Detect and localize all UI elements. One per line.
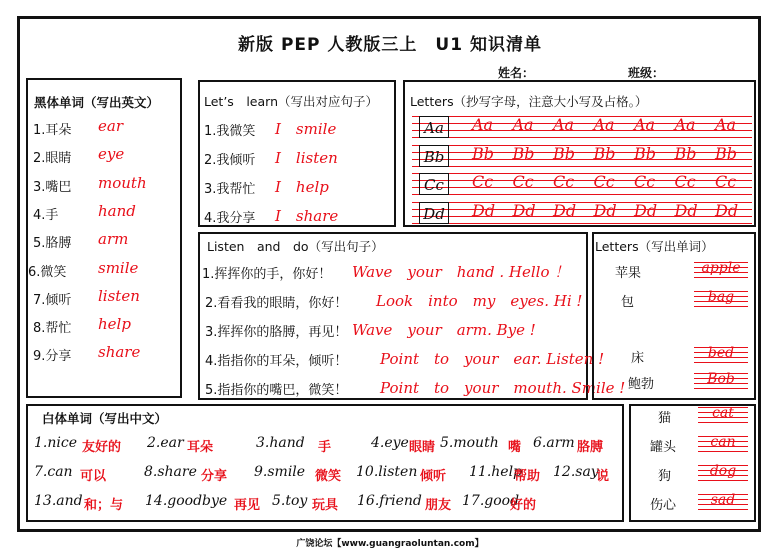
white-word-answer[interactable]: 玩具 — [312, 498, 339, 513]
lets-learn-chinese: 1.我微笑 — [204, 124, 256, 139]
black-word-answer[interactable]: ear — [98, 117, 123, 135]
white-word-answer[interactable]: 手 — [318, 440, 332, 455]
listen-do-answer[interactable]: Point to your ear. Listen ! — [380, 350, 605, 368]
white-word-english: 5.toy — [272, 493, 308, 509]
black-word-chinese: 1.耳朵 — [33, 123, 72, 138]
letter-copy[interactable]: Dd — [593, 200, 617, 220]
white-words-header: 白体单词（写出中文） — [42, 411, 168, 426]
word-answer[interactable] — [698, 405, 748, 425]
letter-copy[interactable]: Cc — [472, 172, 494, 191]
listen-do-chinese: 2.看看我的眼睛，你好！ — [205, 296, 348, 311]
letter-copy[interactable]: Dd — [512, 200, 536, 220]
letter-copy[interactable]: Cc — [512, 172, 534, 191]
white-word-english: 9.smile — [254, 464, 306, 480]
black-word-chinese: 9.分享 — [33, 349, 72, 365]
cvc-word-chinese: 狗 — [658, 469, 672, 484]
letter-copy[interactable]: Bb — [553, 143, 575, 163]
letter-copy[interactable]: Bb — [593, 143, 616, 163]
word-answer-text[interactable]: dog — [709, 463, 737, 479]
letter-copy[interactable]: Aa — [674, 115, 696, 134]
letter-copy[interactable]: Bb — [472, 143, 494, 163]
letters-words-header: Letters（写出单词） — [595, 239, 714, 254]
white-word-answer[interactable]: 友好的 — [82, 440, 122, 455]
white-word-english: 10.listen — [356, 464, 418, 480]
letter-copy[interactable]: Cc — [634, 172, 656, 191]
letter-copy[interactable]: Aa — [512, 115, 534, 134]
letter-copy[interactable]: Aa — [472, 115, 494, 134]
word-answer[interactable] — [694, 289, 748, 309]
white-word-english: 16.friend — [357, 493, 422, 509]
word-answer[interactable] — [694, 371, 748, 391]
lets-learn-answer[interactable]: I help — [275, 178, 329, 196]
letters-guide-lines — [412, 116, 752, 138]
listen-do-answer[interactable]: Wave your hand . Hello ！ — [352, 263, 570, 281]
word-answer[interactable] — [698, 492, 748, 512]
white-word-answer[interactable]: 眼睛 — [409, 440, 436, 455]
name-label: 姓名： — [498, 66, 535, 80]
listen-do-chinese: 1.挥挥你的手，你好！ — [202, 267, 332, 282]
black-word-chinese: 8.帮忙 — [33, 321, 72, 337]
letter-copy[interactable]: Aa — [715, 115, 737, 134]
lets-learn-header: Let’s learn（写出对应句子） — [204, 94, 378, 109]
black-word-chinese: 3.嘴巴 — [33, 179, 72, 195]
letter-copy[interactable]: Bb — [634, 143, 656, 163]
letter-copy[interactable]: Cc — [674, 172, 696, 191]
white-word-english: 17.good — [462, 493, 520, 509]
black-word-answer[interactable]: smile — [98, 258, 139, 277]
lets-learn-chinese: 2.我倾听 — [204, 153, 256, 168]
black-word-answer[interactable]: share — [98, 343, 141, 362]
word-answer-text[interactable]: bag — [707, 289, 735, 305]
letters-copy-header: Letters（抄写字母，注意大小写及占格。） — [410, 94, 648, 109]
letters-guide-lines — [412, 202, 752, 224]
word-answer-text[interactable]: bed — [707, 345, 735, 361]
word-answer[interactable] — [698, 463, 748, 483]
white-word-english: 2.ear — [147, 435, 184, 451]
letter-copy[interactable]: Cc — [715, 172, 737, 191]
word-answer[interactable] — [694, 260, 748, 280]
letter-sample: Aa — [419, 116, 449, 138]
letter-sample: Dd — [419, 202, 449, 224]
black-words-header: 黑体单词（写出英文） — [34, 95, 160, 110]
white-word-english: 8.share — [144, 464, 197, 480]
black-word-chinese: 7.倾听 — [33, 292, 72, 308]
letters-guide-lines — [412, 173, 752, 195]
black-word-chinese: 2.眼睛 — [33, 151, 72, 167]
word-answer-text[interactable]: apple — [701, 260, 741, 276]
word-answer-text[interactable]: can — [710, 434, 736, 450]
class-field[interactable] — [628, 64, 745, 81]
black-word-chinese: 6.微笑 — [28, 264, 67, 280]
letter-copy[interactable]: Dd — [472, 200, 496, 220]
white-word-english: 1.nice — [34, 435, 77, 451]
cvc-word-chinese: 伤心 — [650, 498, 677, 513]
page-title: 新版 PEP 人教版三上 U1 知识清单 — [238, 35, 542, 55]
letter-copy[interactable]: Bb — [674, 143, 697, 163]
listen-do-answer[interactable]: Look into my eyes. Hi ! — [376, 292, 583, 310]
footer-source: 广饶论坛【www.guangraoluntan.com】 — [296, 539, 484, 549]
white-word-english: 6.arm — [533, 435, 575, 451]
letters-word-chinese: 床 — [631, 351, 645, 366]
cvc-word-chinese: 罐头 — [650, 440, 677, 455]
white-word-english: 5.mouth — [440, 435, 499, 451]
letter-sample: Cc — [419, 173, 449, 195]
white-word-english: 12.say — [553, 464, 599, 480]
cvc-word-chinese: 猫 — [658, 411, 672, 426]
lets-learn-answer[interactable]: I share — [275, 207, 339, 225]
letters-guide-lines — [412, 145, 752, 167]
white-word-answer[interactable]: 朋友 — [425, 498, 452, 513]
letter-copy[interactable]: Aa — [593, 115, 615, 134]
letter-copy[interactable]: Cc — [593, 172, 615, 191]
listen-do-chinese: 5.指指你的嘴巴，微笑！ — [205, 383, 348, 398]
lets-learn-answer[interactable]: I smile — [275, 120, 337, 138]
white-word-answer[interactable]: 说 — [596, 469, 610, 484]
word-answer-text[interactable]: cat — [712, 405, 734, 421]
black-word-answer[interactable]: eye — [98, 145, 125, 164]
letter-copy[interactable]: Dd — [674, 200, 698, 220]
white-word-answer[interactable]: 分享 — [201, 469, 228, 484]
white-word-answer[interactable]: 耳朵 — [187, 440, 214, 455]
letter-copy[interactable]: Bb — [512, 143, 535, 163]
white-word-english: 4.eye — [371, 435, 409, 451]
listen-do-chinese: 3.挥挥你的胳膊，再见！ — [205, 325, 348, 340]
white-word-answer[interactable]: 微笑 — [315, 469, 342, 484]
black-word-answer[interactable]: listen — [98, 286, 140, 305]
white-word-answer[interactable]: 和；与 — [84, 498, 124, 513]
letters-word-chinese: 包 — [621, 295, 635, 310]
letter-copy[interactable]: Dd — [715, 200, 739, 220]
listen-do-chinese: 4.指指你的耳朵，倾听！ — [205, 354, 348, 369]
listen-do-answer[interactable]: Wave your arm. Bye ! — [352, 321, 536, 339]
white-word-english: 3.hand — [256, 435, 305, 451]
letter-copy[interactable]: Aa — [553, 115, 575, 134]
letters-word-chinese: 苹果 — [615, 266, 642, 281]
black-word-answer[interactable]: arm — [98, 230, 129, 249]
white-word-answer[interactable]: 再见 — [234, 498, 261, 513]
letter-copy[interactable]: Dd — [634, 200, 658, 220]
letter-copy[interactable]: Aa — [634, 115, 656, 134]
class-label: 班级： — [628, 66, 665, 80]
listen-do-header: Listen and do（写出句子） — [207, 239, 384, 254]
black-word-answer[interactable]: help — [98, 315, 131, 334]
white-word-answer[interactable]: 嘴 — [508, 440, 522, 455]
word-answer[interactable] — [698, 434, 748, 454]
word-answer-text[interactable]: Bob — [707, 371, 735, 387]
name-field[interactable] — [498, 64, 615, 81]
letter-sample: Bb — [419, 145, 449, 167]
white-word-answer[interactable]: 胳膊 — [577, 440, 604, 455]
white-word-english: 13.and — [34, 493, 83, 509]
black-word-chinese: 4.手 — [33, 207, 59, 223]
lets-learn-chinese: 3.我帮忙 — [204, 182, 256, 197]
letters-word-chinese: 鲍勃 — [628, 377, 655, 392]
white-word-answer[interactable]: 倾听 — [420, 469, 447, 484]
black-word-chinese: 5.胳膊 — [33, 236, 72, 252]
letter-copy[interactable]: Bb — [715, 143, 737, 163]
white-word-english: 11.help — [469, 464, 523, 480]
black-word-answer[interactable]: mouth — [98, 173, 147, 192]
white-word-answer[interactable]: 可以 — [80, 469, 107, 484]
lets-learn-chinese: 4.我分享 — [204, 211, 256, 226]
word-answer[interactable] — [694, 345, 748, 365]
listen-do-answer[interactable]: Point to your mouth. Smile ! — [380, 379, 626, 397]
letter-copy[interactable]: Cc — [553, 172, 575, 191]
listen-do-box — [198, 232, 588, 400]
black-word-answer[interactable]: hand — [98, 201, 136, 220]
white-word-answer[interactable]: 好的 — [510, 498, 537, 513]
lets-learn-answer[interactable]: I listen — [275, 149, 338, 167]
white-word-english: 14.goodbye — [145, 493, 228, 509]
letter-copy[interactable]: Dd — [553, 200, 577, 220]
white-word-answer[interactable]: 帮助 — [514, 469, 541, 484]
word-answer-text[interactable]: sad — [710, 492, 736, 508]
white-word-english: 7.can — [34, 464, 73, 480]
